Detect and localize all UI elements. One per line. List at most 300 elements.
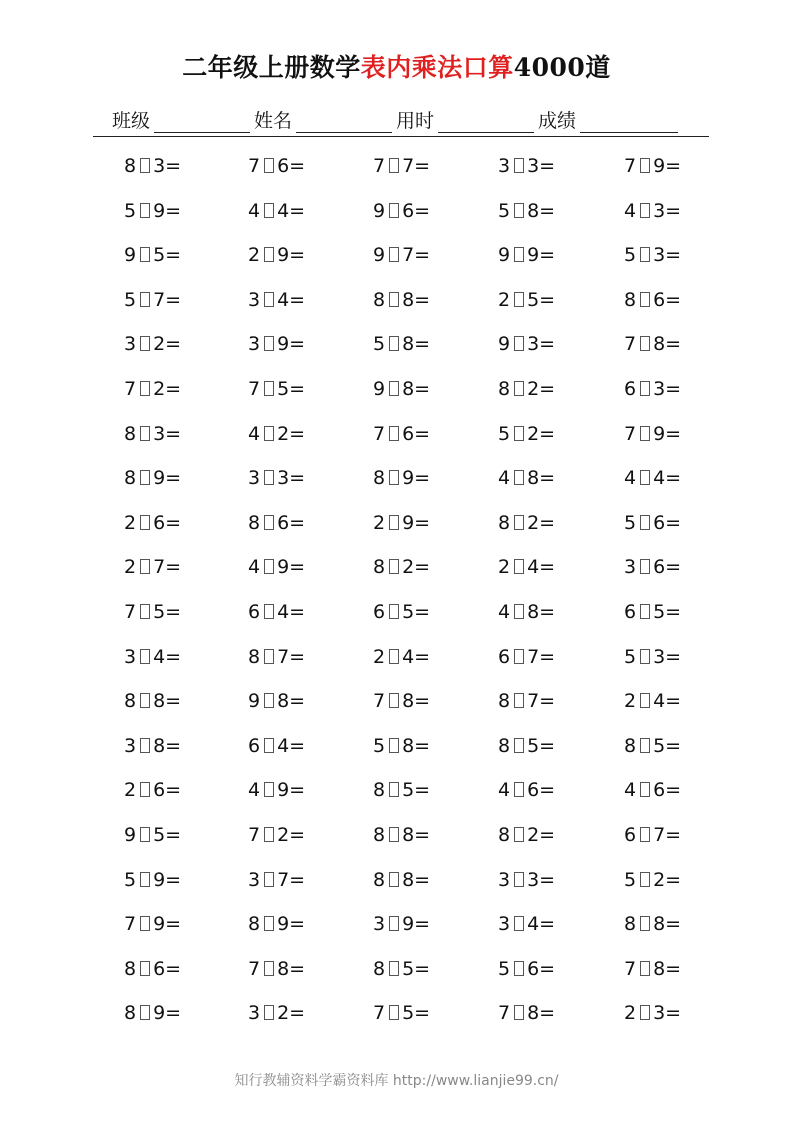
multiply-symbol-icon (389, 158, 399, 173)
operand-right: 8= (527, 600, 556, 623)
problem-item (124, 643, 181, 671)
problem-item (624, 776, 681, 804)
multiply-symbol-icon (264, 470, 274, 485)
operand-left: 3 (498, 868, 511, 891)
time-label: 用时 (396, 110, 435, 132)
multiply-symbol-icon (264, 961, 274, 976)
multiply-symbol-icon (140, 336, 150, 351)
operand-right: 2= (277, 1002, 306, 1025)
operand-right: 2= (527, 377, 556, 400)
operand-left: 4 (248, 422, 261, 445)
operand-right: 6= (402, 199, 431, 222)
operand-right: 5= (402, 1002, 431, 1025)
operand-right: 6= (653, 288, 682, 311)
multiply-symbol-icon (140, 203, 150, 218)
multiply-symbol-icon (389, 247, 399, 262)
multiply-symbol-icon (264, 203, 274, 218)
problem-item (248, 821, 305, 849)
problem-item (498, 286, 555, 314)
operand-left: 8 (373, 467, 386, 490)
operand-right: 4= (527, 913, 556, 936)
multiply-symbol-icon (140, 559, 150, 574)
problem-item (498, 643, 555, 671)
multiply-symbol-icon (514, 604, 524, 619)
operand-right: 9= (277, 556, 306, 579)
multiply-symbol-icon (640, 426, 650, 441)
operand-left: 6 (498, 645, 511, 668)
operand-right: 6= (653, 779, 682, 802)
operand-right: 7= (153, 288, 182, 311)
score-label: 成绩 (538, 110, 577, 132)
operand-left: 7 (498, 1002, 511, 1025)
operand-right: 5= (277, 377, 306, 400)
multiply-symbol-icon (514, 872, 524, 887)
multiply-symbol-icon (264, 1005, 274, 1020)
multiply-symbol-icon (640, 247, 650, 262)
operand-right: 8= (153, 690, 182, 713)
operand-left: 3 (498, 913, 511, 936)
problem-item (498, 197, 555, 225)
operand-left: 2 (624, 690, 637, 713)
operand-right: 2= (153, 333, 182, 356)
operand-left: 2 (124, 556, 137, 579)
operand-right: 8= (402, 734, 431, 757)
operand-left: 4 (248, 199, 261, 222)
operand-left: 4 (498, 600, 511, 623)
student-info-bar (112, 106, 682, 133)
problem-item (624, 152, 681, 180)
operand-left: 8 (373, 868, 386, 891)
problem-item (124, 330, 181, 358)
operand-left: 8 (124, 422, 137, 445)
operand-right: 5= (402, 779, 431, 802)
multiply-symbol-icon (140, 604, 150, 619)
operand-left: 7 (373, 1002, 386, 1025)
problem-item (498, 509, 555, 537)
operand-right: 8= (153, 734, 182, 757)
operand-left: 4 (624, 199, 637, 222)
operand-right: 5= (653, 600, 682, 623)
operand-right: 7= (277, 645, 306, 668)
multiply-symbol-icon (140, 827, 150, 842)
problem-item (373, 330, 430, 358)
operand-left: 2 (373, 645, 386, 668)
multiply-symbol-icon (514, 515, 524, 530)
operand-left: 8 (124, 1002, 137, 1025)
operand-right: 9= (277, 333, 306, 356)
operand-right: 6= (153, 779, 182, 802)
multiply-symbol-icon (389, 738, 399, 753)
operand-left: 2 (124, 779, 137, 802)
name-label: 姓名 (254, 110, 293, 132)
problem-item (124, 464, 181, 492)
problem-item (373, 464, 430, 492)
multiply-symbol-icon (140, 515, 150, 530)
problem-item (373, 152, 430, 180)
title-count: 4000道 (513, 53, 611, 82)
multiply-symbol-icon (264, 782, 274, 797)
operand-left: 3 (248, 467, 261, 490)
operand-right: 2= (527, 823, 556, 846)
operand-left: 7 (124, 913, 137, 936)
operand-left: 7 (124, 377, 137, 400)
operand-left: 6 (373, 600, 386, 623)
multiply-symbol-icon (514, 961, 524, 976)
multiply-symbol-icon (514, 1005, 524, 1020)
operand-right: 3= (653, 377, 682, 400)
operand-left: 2 (124, 511, 137, 534)
problem-item (498, 330, 555, 358)
operand-left: 5 (124, 868, 137, 891)
problem-item (624, 241, 681, 269)
multiply-symbol-icon (514, 738, 524, 753)
operand-right: 3= (653, 199, 682, 222)
operand-left: 5 (498, 199, 511, 222)
operand-right: 4= (153, 645, 182, 668)
operand-left: 5 (624, 511, 637, 534)
operand-right: 4= (277, 600, 306, 623)
operand-left: 3 (373, 913, 386, 936)
multiply-symbol-icon (389, 649, 399, 664)
operand-left: 8 (498, 377, 511, 400)
operand-right: 8= (277, 690, 306, 713)
operand-left: 4 (248, 556, 261, 579)
problem-item (498, 464, 555, 492)
problem-item (624, 910, 681, 938)
operand-left: 5 (373, 734, 386, 757)
multiply-symbol-icon (140, 916, 150, 931)
operand-right: 8= (527, 199, 556, 222)
problem-item (373, 375, 430, 403)
problem-item (373, 241, 430, 269)
problem-item (124, 598, 181, 626)
operand-left: 7 (248, 155, 261, 177)
multiply-symbol-icon (389, 381, 399, 396)
operand-right: 7= (527, 645, 556, 668)
operand-right: 6= (653, 556, 682, 579)
multiply-symbol-icon (264, 515, 274, 530)
multiply-symbol-icon (264, 827, 274, 842)
operand-left: 9 (373, 377, 386, 400)
operand-right: 8= (527, 467, 556, 490)
footer-source: 知行教辅资料学霸资料库 http://www.lianjie99.cn/ (234, 1073, 559, 1089)
problem-item (498, 866, 555, 894)
operand-right: 4= (653, 467, 682, 490)
problem-item (373, 910, 430, 938)
operand-left: 9 (124, 244, 137, 267)
operand-right: 3= (153, 422, 182, 445)
multiply-symbol-icon (640, 158, 650, 173)
operand-left: 5 (373, 333, 386, 356)
multiply-symbol-icon (264, 426, 274, 441)
multiply-symbol-icon (514, 470, 524, 485)
operand-right: 7= (653, 823, 682, 846)
problem-item (124, 420, 181, 448)
operand-left: 9 (498, 333, 511, 356)
multiply-symbol-icon (640, 604, 650, 619)
problem-item (624, 420, 681, 448)
operand-left: 7 (248, 823, 261, 846)
multiply-symbol-icon (140, 1005, 150, 1020)
problem-item (498, 553, 555, 581)
operand-left: 8 (498, 823, 511, 846)
operand-left: 3 (248, 288, 261, 311)
multiply-symbol-icon (514, 559, 524, 574)
header-divider (93, 136, 709, 137)
multiply-symbol-icon (514, 247, 524, 262)
operand-right: 4= (277, 734, 306, 757)
operand-left: 8 (624, 913, 637, 936)
multiply-symbol-icon (514, 336, 524, 351)
problem-item (248, 866, 305, 894)
operand-right: 7= (527, 690, 556, 713)
problem-item (248, 286, 305, 314)
problem-item (248, 955, 305, 983)
multiply-symbol-icon (514, 158, 524, 173)
multiply-symbol-icon (640, 961, 650, 976)
problem-item (373, 509, 430, 537)
class-blank[interactable] (154, 112, 250, 133)
problem-item (498, 687, 555, 715)
operand-left: 5 (498, 957, 511, 980)
operand-left: 3 (498, 155, 511, 177)
multiply-symbol-icon (640, 292, 650, 307)
operand-right: 6= (527, 779, 556, 802)
multiply-symbol-icon (640, 336, 650, 351)
multiply-symbol-icon (140, 872, 150, 887)
problem-item (373, 821, 430, 849)
operand-right: 2= (277, 823, 306, 846)
operand-left: 4 (498, 779, 511, 802)
problem-item (624, 286, 681, 314)
operand-right: 5= (153, 600, 182, 623)
problem-item (624, 464, 681, 492)
multiply-symbol-icon (640, 872, 650, 887)
problem-item (498, 375, 555, 403)
multiply-symbol-icon (389, 604, 399, 619)
problem-item (624, 330, 681, 358)
operand-left: 3 (248, 1002, 261, 1025)
operand-right: 9= (153, 199, 182, 222)
multiply-symbol-icon (514, 782, 524, 797)
multiply-symbol-icon (389, 336, 399, 351)
name-blank[interactable] (296, 112, 392, 133)
multiply-symbol-icon (140, 158, 150, 173)
problem-item (124, 375, 181, 403)
operand-left: 3 (248, 333, 261, 356)
problem-item (373, 197, 430, 225)
problem-item (373, 598, 430, 626)
multiply-symbol-icon (389, 1005, 399, 1020)
operand-left: 8 (498, 690, 511, 713)
problem-item (248, 464, 305, 492)
operand-right: 8= (277, 957, 306, 980)
operand-right: 8= (402, 823, 431, 846)
operand-left: 4 (248, 779, 261, 802)
operand-right: 2= (653, 868, 682, 891)
operand-right: 7= (402, 155, 431, 177)
title-topic: 表内乘法口算 (360, 53, 514, 82)
page-footer (0, 1070, 793, 1090)
operand-right: 5= (402, 600, 431, 623)
problem-item (373, 732, 430, 760)
problem-item (248, 509, 305, 537)
operand-right: 8= (527, 1002, 556, 1025)
multiply-symbol-icon (514, 693, 524, 708)
multiply-symbol-icon (389, 292, 399, 307)
operand-right: 2= (527, 422, 556, 445)
multiply-symbol-icon (264, 872, 274, 887)
problem-item (248, 732, 305, 760)
problem-item (248, 776, 305, 804)
problem-item (124, 553, 181, 581)
operand-right: 9= (527, 244, 556, 267)
problem-item (248, 375, 305, 403)
score-blank[interactable] (580, 112, 678, 133)
operand-left: 7 (624, 333, 637, 356)
operand-left: 7 (624, 422, 637, 445)
operand-left: 9 (124, 823, 137, 846)
operand-left: 8 (248, 511, 261, 534)
operand-left: 8 (373, 823, 386, 846)
multiply-symbol-icon (389, 827, 399, 842)
multiply-symbol-icon (640, 649, 650, 664)
operand-left: 7 (248, 957, 261, 980)
operand-right: 4= (653, 690, 682, 713)
problem-item (498, 598, 555, 626)
operand-right: 9= (153, 467, 182, 490)
multiply-symbol-icon (389, 782, 399, 797)
multiply-symbol-icon (514, 203, 524, 218)
operand-right: 8= (402, 868, 431, 891)
operand-left: 3 (124, 734, 137, 757)
operand-left: 2 (248, 244, 261, 267)
multiply-symbol-icon (140, 649, 150, 664)
operand-right: 2= (527, 511, 556, 534)
operand-left: 9 (498, 244, 511, 267)
problem-item (498, 420, 555, 448)
operand-right: 6= (277, 511, 306, 534)
problem-item (498, 910, 555, 938)
problem-item (624, 598, 681, 626)
operand-right: 6= (527, 957, 556, 980)
multiply-symbol-icon (140, 426, 150, 441)
operand-left: 3 (624, 556, 637, 579)
operand-right: 7= (277, 868, 306, 891)
operand-left: 5 (624, 244, 637, 267)
problem-item (248, 687, 305, 715)
multiply-symbol-icon (389, 470, 399, 485)
problem-item (498, 732, 555, 760)
operand-left: 6 (248, 734, 261, 757)
problem-item (248, 598, 305, 626)
multiply-symbol-icon (640, 738, 650, 753)
operand-left: 8 (498, 511, 511, 534)
operand-right: 9= (153, 1002, 182, 1025)
operand-left: 9 (248, 690, 261, 713)
problem-item (373, 955, 430, 983)
problem-item (248, 643, 305, 671)
problem-item (248, 553, 305, 581)
problem-item (124, 999, 181, 1027)
operand-left: 8 (624, 734, 637, 757)
operand-right: 3= (277, 467, 306, 490)
operand-left: 5 (624, 645, 637, 668)
operand-right: 4= (277, 199, 306, 222)
operand-right: 5= (527, 288, 556, 311)
operand-left: 5 (498, 422, 511, 445)
operand-left: 8 (124, 155, 137, 177)
multiply-symbol-icon (389, 559, 399, 574)
problem-item (248, 330, 305, 358)
operand-left: 8 (373, 288, 386, 311)
operand-right: 7= (402, 244, 431, 267)
operand-left: 6 (624, 377, 637, 400)
operand-right: 6= (653, 511, 682, 534)
operand-right: 3= (527, 333, 556, 356)
multiply-symbol-icon (140, 292, 150, 307)
operand-right: 5= (527, 734, 556, 757)
time-blank[interactable] (438, 112, 534, 133)
problem-item (373, 687, 430, 715)
operand-left: 8 (373, 957, 386, 980)
problem-item (624, 866, 681, 894)
multiply-symbol-icon (514, 649, 524, 664)
operand-left: 5 (124, 288, 137, 311)
operand-right: 3= (153, 155, 182, 177)
multiply-symbol-icon (264, 247, 274, 262)
operand-right: 9= (402, 913, 431, 936)
problem-item (373, 420, 430, 448)
operand-left: 7 (624, 155, 637, 177)
operand-right: 3= (653, 244, 682, 267)
operand-right: 3= (653, 1002, 682, 1025)
problem-item (373, 643, 430, 671)
operand-left: 6 (624, 823, 637, 846)
problem-item (624, 509, 681, 537)
problem-item (248, 999, 305, 1027)
operand-left: 8 (373, 779, 386, 802)
operand-left: 9 (373, 199, 386, 222)
problem-item (373, 776, 430, 804)
operand-left: 8 (248, 913, 261, 936)
operand-right: 3= (653, 645, 682, 668)
multiply-symbol-icon (264, 336, 274, 351)
operand-left: 4 (624, 779, 637, 802)
multiply-symbol-icon (640, 827, 650, 842)
problem-item (124, 776, 181, 804)
multiply-symbol-icon (264, 158, 274, 173)
problem-item (248, 197, 305, 225)
operand-right: 8= (653, 333, 682, 356)
problem-item (498, 999, 555, 1027)
problem-item (124, 241, 181, 269)
operand-right: 5= (653, 734, 682, 757)
operand-right: 2= (153, 377, 182, 400)
operand-right: 9= (153, 913, 182, 936)
problem-item (624, 955, 681, 983)
operand-right: 4= (402, 645, 431, 668)
page-title (0, 48, 793, 84)
multiply-symbol-icon (640, 559, 650, 574)
problem-item (373, 553, 430, 581)
multiply-symbol-icon (389, 693, 399, 708)
operand-left: 7 (373, 690, 386, 713)
multiply-symbol-icon (389, 872, 399, 887)
operand-left: 4 (498, 467, 511, 490)
operand-right: 2= (277, 422, 306, 445)
problem-item (124, 910, 181, 938)
